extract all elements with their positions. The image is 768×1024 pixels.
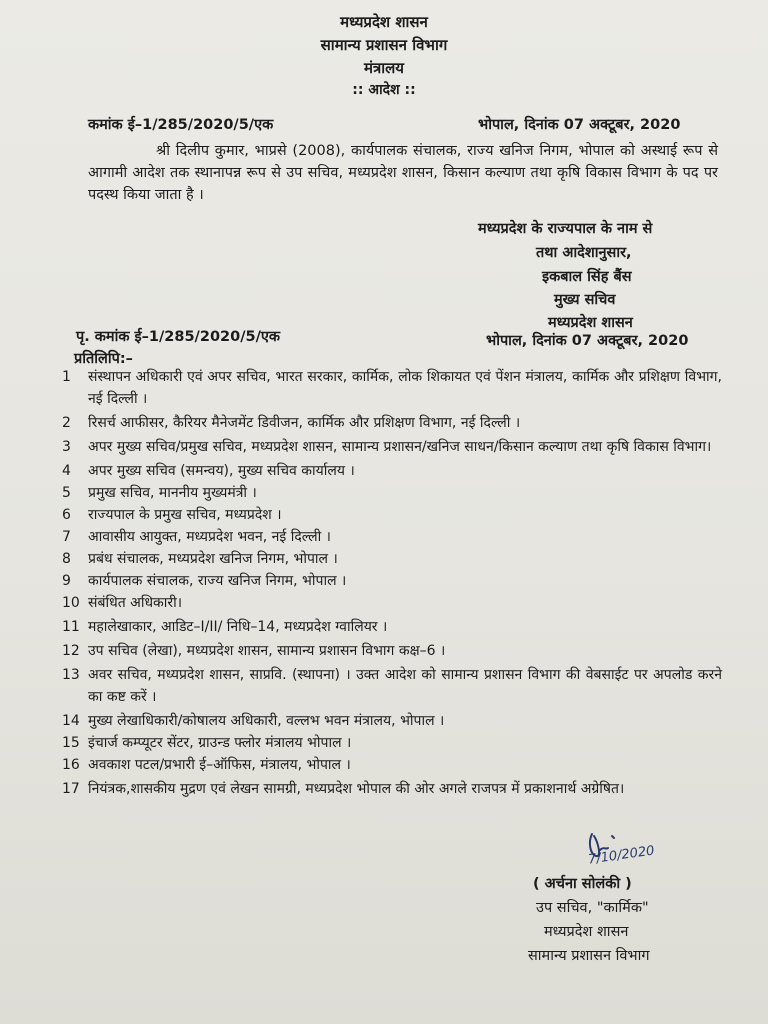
item-number: 4 [62,463,71,479]
list-item [62,664,722,708]
item-number: 1 [62,369,71,385]
officer-department: सामान्य प्रशासन विभाग [528,948,650,964]
copy-recipient-list [62,366,722,800]
header-order-title: :: आदेश :: [352,82,416,98]
list-item [62,640,722,662]
item-number: 7 [62,529,71,545]
list-item [62,460,722,482]
item-text: आवासीय आयुक्त, मध्यप्रदेश भवन, नई दिल्ली । [88,529,331,545]
item-text: अवकाश पटल/प्रभारी ई–ऑफिस, मंत्रालय, भोपाल । [88,757,351,773]
order-number: कमांक ई–1/285/2020/5/एक [88,117,274,133]
item-number: 17 [62,781,80,797]
item-number: 2 [62,415,71,431]
item-text: मुख्य लेखाधिकारी/कोषालय अधिकारी, वल्लभ भवन मंत्रालय, भोपाल । [88,713,445,729]
signatory-name: इकबाल सिंह बैंस [542,269,632,285]
list-item [62,732,722,754]
item-number: 6 [62,507,71,523]
list-item [62,616,722,638]
item-text: महालेखाकार, आडिट–I/II/ निधि–14, मध्यप्रदेश ग्वालियर । [88,619,388,635]
endorsement-place-date: भोपाल, दिनांक 07 अक्टूबर, 2020 [486,333,689,349]
item-text: राज्यपाल के प्रमुख सचिव, मध्यप्रदेश । [88,507,282,523]
item-text: रिसर्च आफीसर, कैरियर मैनेजमेंट डिवीजन, कार्मिक और प्रशिक्षण विभाग, नई दिल्ली । [88,415,521,431]
item-number: 8 [62,551,71,567]
signatory-line2: तथा आदेशानुसार, [536,245,632,261]
signatory-line1: मध्यप्रदेश के राज्यपाल के नाम से [478,221,653,237]
item-text: अवर सचिव, मध्यप्रदेश शासन, साप्रवि. (स्थापना) । उक्त आदेश को सामान्य प्रशासन विभाग की वेबसाईट पर अपलोड करने का कष्ट करें । [88,667,722,705]
list-item [62,504,722,526]
list-item [62,570,722,592]
item-text: प्रबंध संचालक, मध्यप्रदेश खनिज निगम, भोपाल । [88,551,338,567]
header-ministry: मंत्रालय [363,59,404,77]
header-department: सामान्य प्रशासन विभाग [320,36,448,54]
item-number: 12 [62,643,80,659]
order-body: श्री दिलीप कुमार, भाप्रसे (2008), कार्यपालक संचालक, राज्य खनिज निगम, भोपाल को अस्थाई रूप से आगामी आदेश तक स्थानापन्न रूप से उप सचिव, मध्यप्रदेश शासन, किसान कल्याण तथा कृषि विकास विभाग के पद पर पदस्थ किया जाता है । [88,143,718,203]
header-government: मध्यप्रदेश शासन [340,13,428,31]
item-number: 15 [62,735,80,751]
order-place-date: भोपाल, दिनांक 07 अक्टूबर, 2020 [478,117,681,133]
signature-date: 7/10/2020 [587,843,656,868]
item-number: 5 [62,485,71,501]
list-item [62,526,722,548]
officer-designation: उप सचिव, "कार्मिक" [536,900,649,916]
list-item [62,436,722,458]
list-item [62,366,722,410]
item-number: 11 [62,619,80,635]
item-text: अपर मुख्य सचिव/प्रमुख सचिव, मध्यप्रदेश शासन, सामान्य प्रशासन/खनिज साधन/किसान कल्याण तथा कृषि विकास विभाग। [88,439,712,455]
list-item [62,548,722,570]
signatory-org: मध्यप्रदेश शासन [548,315,633,331]
item-text: अपर मुख्य सचिव (समन्वय), मुख्य सचिव कार्यालय । [88,463,355,479]
list-item [62,412,722,434]
item-text: उप सचिव (लेखा), मध्यप्रदेश शासन, सामान्य प्रशासन विभाग कक्ष–6 । [88,643,446,659]
endorsement-number: पृ. कमांक ई–1/285/2020/5/एक [76,329,281,345]
item-number: 3 [62,439,71,455]
list-item [62,778,722,800]
signatory-designation: मुख्य सचिव [554,292,616,308]
item-number: 16 [62,757,80,773]
list-item [62,710,722,732]
list-item [62,754,722,776]
copy-to-heading: प्रतिलिपि:– [74,351,133,367]
item-text: नियंत्रक,शासकीय मुद्रण एवं लेखन सामग्री, मध्यप्रदेश भोपाल की ओर अगले राजपत्र में प्रकाशनार्थ अग्रेषित। [88,781,625,797]
item-number: 10 [62,595,80,611]
item-text: प्रमुख सचिव, माननीय मुख्यमंत्री । [88,485,257,501]
officer-org: मध्यप्रदेश शासन [544,924,629,940]
item-number: 14 [62,713,80,729]
item-number: 13 [62,667,80,683]
list-item [62,592,722,614]
officer-name: ( अर्चना सोलंकी ) [533,876,632,892]
item-text: इंचार्ज कम्प्यूटर सेंटर, ग्राउन्ड फ्लोर मंत्रालय भोपाल । [88,735,352,751]
item-text: संबंधित अधिकारी। [88,595,183,611]
item-number: 9 [62,573,71,589]
list-item [62,482,722,504]
item-text: संस्थापन अधिकारी एवं अपर सचिव, भारत सरकार, कार्मिक, लोक शिकायत एवं पेंशन मंत्रालय, कार्मिक और प्रशिक्षण विभाग, नई दिल्ली । [88,369,722,407]
item-text: कार्यपालक संचालक, राज्य खनिज निगम, भोपाल । [88,573,347,589]
